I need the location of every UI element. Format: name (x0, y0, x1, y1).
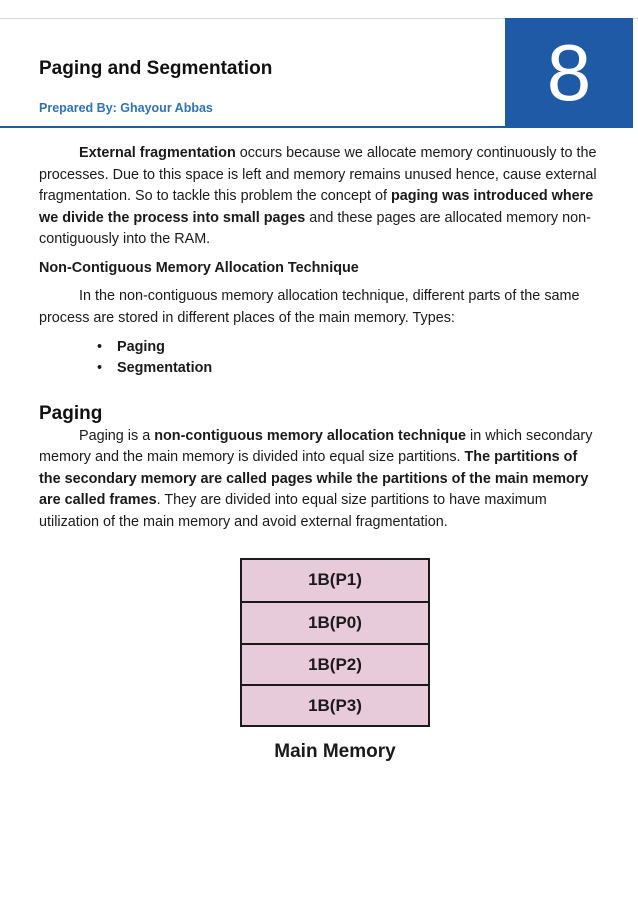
memory-frame: 1B(P2) (242, 643, 428, 684)
document-title: Paging and Segmentation (39, 58, 273, 79)
paging-text-2: in which secondary memory and the main memory is divided into equal size partitions. (39, 427, 593, 465)
list-item (97, 358, 599, 379)
list-item (97, 337, 599, 358)
types-list (39, 337, 599, 379)
memory-frames (240, 558, 430, 727)
header-rule (0, 126, 505, 128)
paging-text-1: Paging is a (79, 427, 155, 444)
intro-text-1: occurs because we allocate memory continuously to the processes. Due to this space is left and memory remains unused hence, cause external fragmentation. So to tackle this problem the concept of (39, 145, 597, 204)
list-item-label: Paging (117, 339, 165, 355)
bullet-icon: • (97, 360, 103, 376)
paging-bold-1: non-contiguous memory allocation technique (154, 427, 467, 444)
subheading-non-contiguous: Non-Contiguous Memory Allocation Technique (39, 259, 359, 276)
list-item-label: Segmentation (117, 360, 213, 376)
paging-paragraph (39, 426, 599, 534)
intro-bold-2: paging was introduced where we divide the process into small pages (39, 188, 594, 226)
memory-frame: 1B(P0) (242, 601, 428, 642)
non-contiguous-paragraph: In the non-contiguous memory allocation technique, different parts of the same process are stored in different places of the main memory. Types: (39, 288, 580, 326)
paging-text-3: . They are divided into equal size partitions to have maximum utilization of the main memory and avoid external fragmentation. (39, 492, 547, 530)
bullet-icon: • (97, 339, 103, 355)
author-line: Prepared By: Ghayour Abbas (39, 101, 213, 115)
document-body (39, 143, 599, 533)
diagram-caption: Main Memory (274, 741, 396, 762)
main-memory-diagram (240, 558, 430, 763)
memory-frame: 1B(P1) (242, 560, 428, 601)
memory-frame: 1B(P3) (242, 684, 428, 725)
intro-paragraph (39, 143, 599, 251)
intro-text-2: and these pages are allocated memory non-contiguously into the RAM. (39, 209, 591, 247)
intro-term: External fragmentation (79, 145, 236, 161)
paging-bold-2: The partitions of the secondary memory are called pages while the partitions of the main memory are called frames (39, 449, 589, 508)
chapter-number-box: 8 (505, 18, 633, 128)
section-heading-paging: Paging (39, 403, 103, 424)
